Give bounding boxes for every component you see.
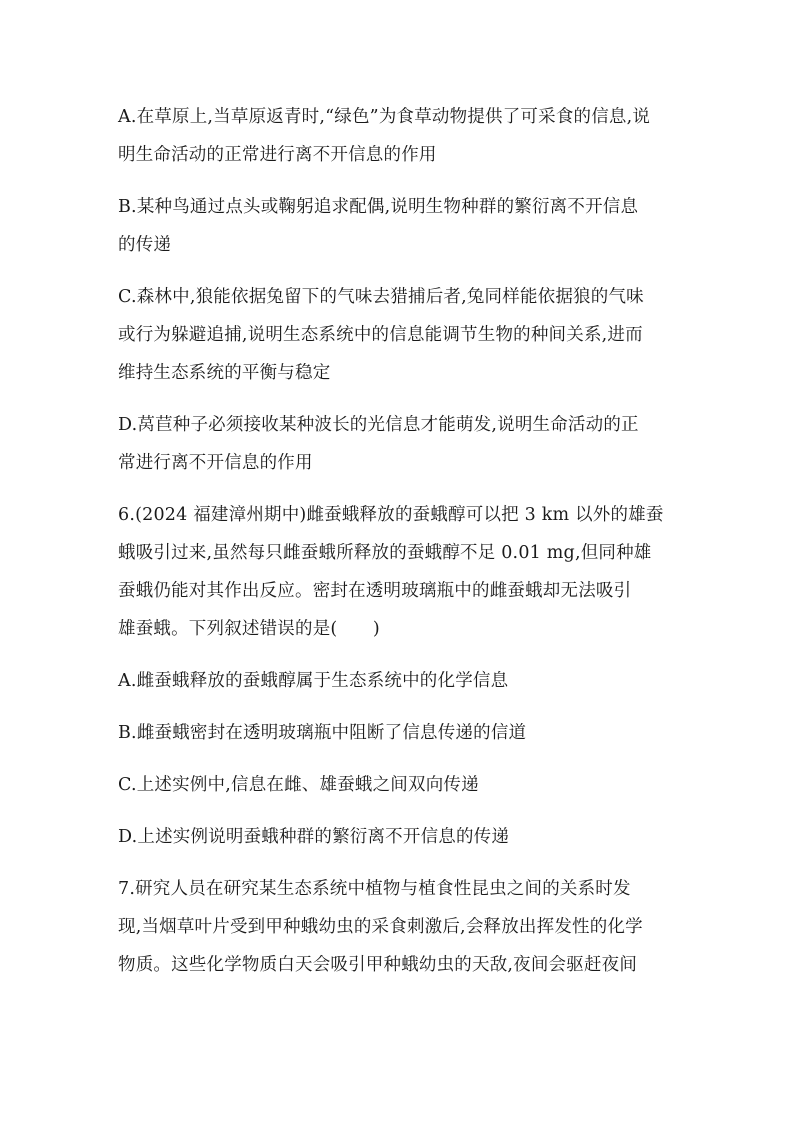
q6-option-d	[118, 818, 678, 856]
text-line: 明生命活动的正常进行离不开信息的作用	[118, 145, 437, 165]
q6-option-a	[118, 662, 678, 700]
text-line: 现,当烟草叶片受到甲种蛾幼虫的采食刺激后,会释放出挥发性的化学	[118, 917, 643, 937]
text-line: 维持生态系统的平衡与稳定	[118, 363, 331, 383]
text-line: 6.(2024 福建漳州期中)雌蚕蛾释放的蚕蛾醇可以把 3 km 以外的雄蚕	[118, 505, 664, 525]
text-line: 蚕蛾仍能对其作出反应。密封在透明玻璃瓶中的雌蚕蛾却无法吸引	[118, 581, 632, 601]
q5-option-d	[118, 406, 678, 482]
q7-stem	[118, 870, 678, 984]
text-line: B.雌蚕蛾密封在透明玻璃瓶中阻断了信息传递的信道	[118, 723, 527, 743]
text-line: D.上述实例说明蚕蛾种群的繁衍离不开信息的传递	[118, 827, 510, 847]
text-line: D.莴苣种子必须接收某种波长的光信息才能萌发,说明生命活动的正	[118, 415, 639, 435]
text-line: B.某种鸟通过点头或鞠躬追求配偶,说明生物种群的繁衍离不开信息	[118, 197, 639, 217]
q6-option-b	[118, 714, 678, 752]
text-line: 常进行离不开信息的作用	[118, 453, 313, 473]
text-line: 雄蚕蛾。下列叙述错误的是( )	[118, 619, 380, 639]
text-line: C.上述实例中,信息在雌、雄蚕蛾之间双向传递	[118, 775, 479, 795]
q5-option-c	[118, 278, 678, 392]
text-line: 的传递	[118, 235, 172, 255]
text-line: 蛾吸引过来,虽然每只雌蚕蛾所释放的蚕蛾醇不足 0.01 mg,但同种雄	[118, 543, 652, 563]
text-line: 7.研究人员在研究某生态系统中植物与植食性昆虫之间的关系时发	[118, 879, 631, 899]
text-line: A.雌蚕蛾释放的蚕蛾醇属于生态系统中的化学信息	[118, 671, 509, 691]
text-line: C.森林中,狼能依据兔留下的气味去猎捕后者,兔同样能依据狼的气味	[118, 287, 644, 307]
q5-option-a	[118, 98, 678, 174]
text-line: 物质。这些化学物质白天会吸引甲种蛾幼虫的天敌,夜间会驱赶夜间	[118, 955, 638, 975]
text-line: A.在草原上,当草原返青时,“绿色”为食草动物提供了可采食的信息,说	[118, 107, 651, 127]
text-line: 或行为躲避追捕,说明生态系统中的信息能调节生物的种间关系,进而	[118, 325, 643, 345]
q6-option-c	[118, 766, 678, 804]
q6-stem	[118, 496, 678, 648]
q5-option-b	[118, 188, 678, 264]
document-page	[118, 98, 678, 998]
